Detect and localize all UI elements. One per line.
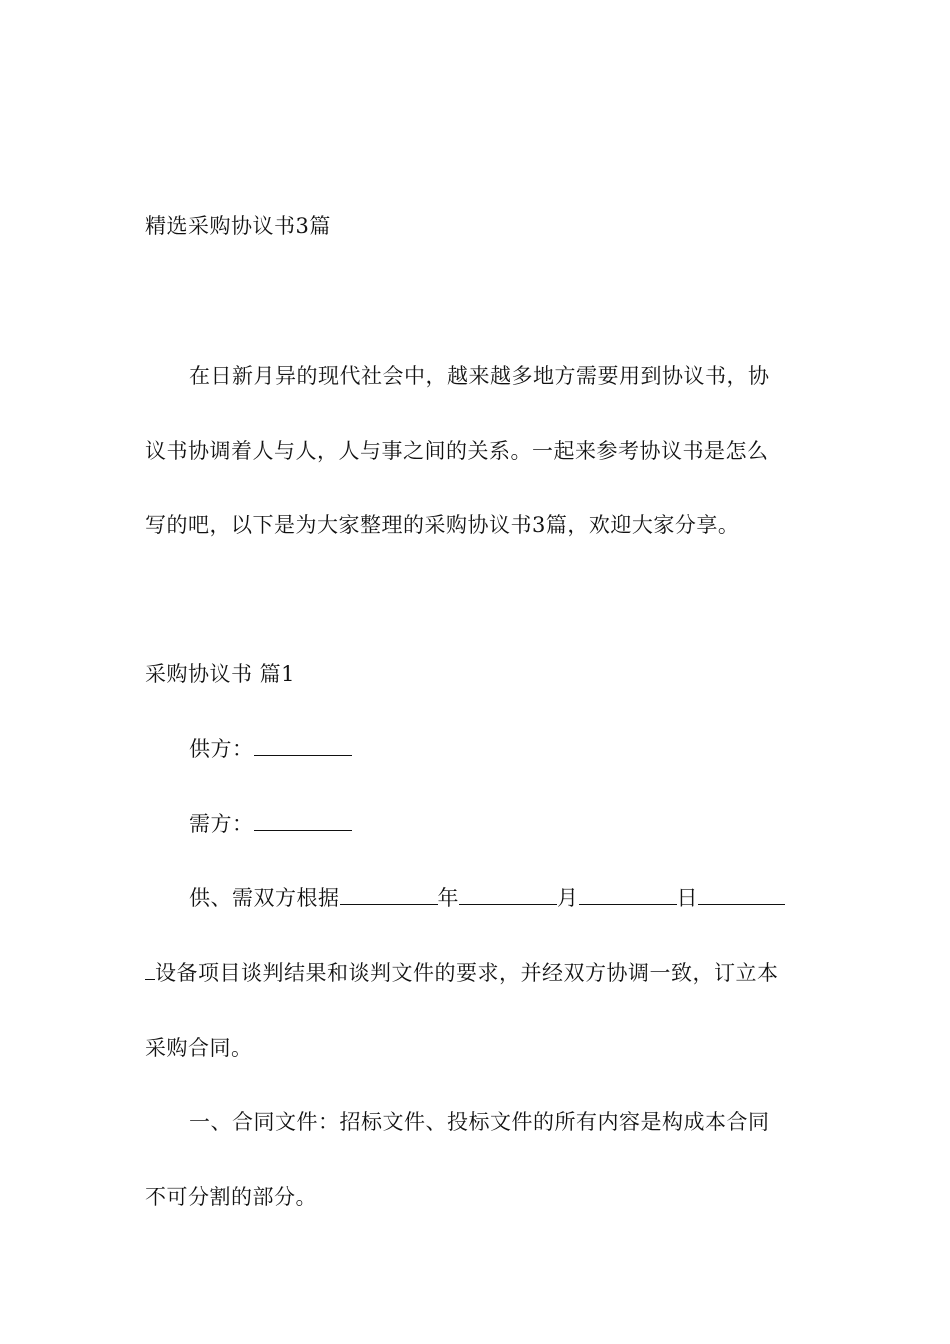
project-blank — [698, 884, 785, 905]
date-blank-1 — [340, 884, 438, 905]
clause1-line-1: 一、合同文件：招标文件、投标文件的所有内容是构成本合同 — [189, 1110, 770, 1134]
date-blank-3 — [579, 884, 677, 905]
document-title: 精选采购协议书3篇 — [145, 214, 331, 238]
intro-line-3: 写的吧，以下是为大家整理的采购协议书3篇，欢迎大家分享。 — [145, 513, 740, 537]
supplier-line — [189, 735, 352, 763]
buyer-line — [189, 810, 352, 838]
year-label: 年 — [437, 886, 459, 910]
intro-line-1: 在日新月异的现代社会中，越来越多地方需要用到协议书，协 — [189, 364, 770, 388]
section-heading: 采购协议书 篇1 — [145, 662, 296, 686]
clause1-line-2: 不可分割的部分。 — [145, 1185, 317, 1209]
day-label: 日 — [676, 886, 698, 910]
para1-line-2 — [145, 959, 779, 987]
buyer-label: 需方： — [189, 812, 254, 836]
project-blank-continued — [145, 959, 155, 980]
para1-line-3: 采购合同。 — [145, 1036, 253, 1060]
intro-line-2: 议书协调着人与人，人与事之间的关系。一起来参考协议书是怎么 — [145, 439, 769, 463]
para1-line-1 — [189, 884, 785, 912]
buyer-blank — [254, 810, 352, 831]
supplier-label: 供方： — [189, 737, 254, 761]
month-label: 月 — [557, 886, 579, 910]
para1-line-2-text: 设备项目谈判结果和谈判文件的要求，并经双方协调一致，订立本 — [155, 961, 779, 985]
date-blank-2 — [459, 884, 557, 905]
supplier-blank — [254, 735, 352, 756]
para1-lead: 供、需双方根据 — [189, 886, 340, 910]
